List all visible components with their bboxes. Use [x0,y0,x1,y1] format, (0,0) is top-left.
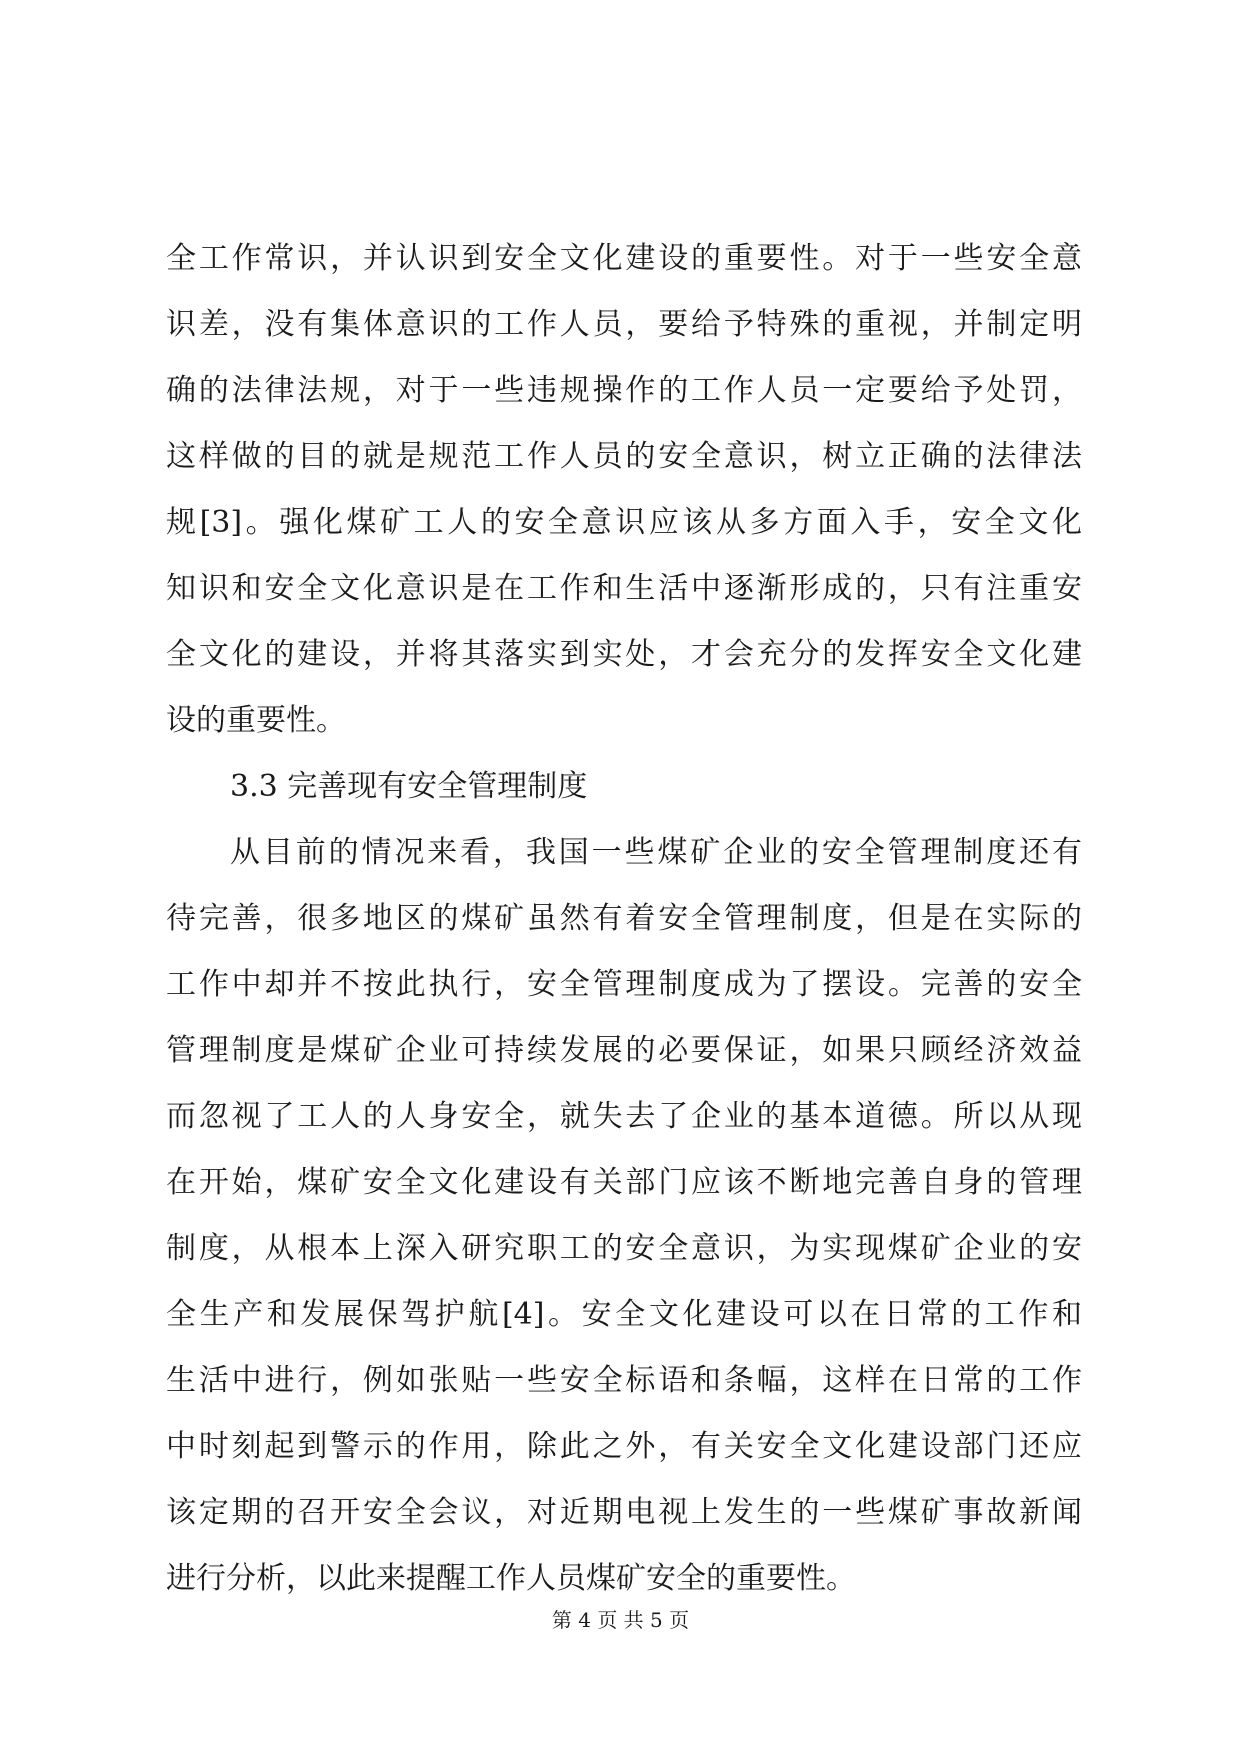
paragraph-line: 而忽视了工人的人身安全，就失去了企业的基本道德。所以从现 [166,1099,1082,1134]
paragraph-line: 规[3]。强化煤矿工人的安全意识应该从多方面入手，安全文化 [166,505,1082,540]
paragraph-line: 全工作常识，并认识到安全文化建设的重要性。对于一些安全意 [166,241,1082,276]
paragraph-line: 在开始，煤矿安全文化建设有关部门应该不断地完善自身的管理 [166,1165,1082,1200]
paragraph-line: 制度，从根本上深入研究职工的安全意识，为实现煤矿企业的安 [166,1231,1082,1266]
paragraph-line: 设的重要性。 [166,703,346,738]
paragraph-line: 确的法律法规，对于一些违规操作的工作人员一定要给予处罚， [166,373,1082,408]
paragraph-line: 管理制度是煤矿企业可持续发展的必要保证，如果只顾经济效益 [166,1033,1082,1068]
paragraph-line: 待完善，很多地区的煤矿虽然有着安全管理制度，但是在实际的 [166,901,1082,936]
section-heading: 3.3 完善现有安全管理制度 [230,769,588,804]
body-text [166,226,1082,1596]
paragraph-line: 工作中却并不按此执行，安全管理制度成为了摆设。完善的安全 [166,967,1082,1002]
paragraph-line: 生活中进行，例如张贴一些安全标语和条幅，这样在日常的工作 [166,1363,1082,1398]
paragraph-line: 全文化的建设，并将其落实到实处，才会充分的发挥安全文化建 [166,637,1082,672]
paragraph-line: 知识和安全文化意识是在工作和生活中逐渐形成的，只有注重安 [166,571,1082,606]
page-footer: 第 4 页 共 5 页 [551,1608,690,1632]
paragraph-line: 识差，没有集体意识的工作人员，要给予特殊的重视，并制定明 [166,307,1082,342]
paragraph-line: 全生产和发展保驾护航[4]。安全文化建设可以在日常的工作和 [166,1297,1082,1332]
paragraph-line: 进行分析，以此来提醒工作人员煤矿安全的重要性。 [166,1561,856,1596]
paragraph-line: 该定期的召开安全会议，对近期电视上发生的一些煤矿事故新闻 [166,1495,1082,1530]
paragraph-line: 中时刻起到警示的作用，除此之外，有关安全文化建设部门还应 [166,1429,1082,1464]
paragraph-line: 这样做的目的就是规范工作人员的安全意识，树立正确的法律法 [166,439,1082,474]
paragraph-line: 从目前的情况来看，我国一些煤矿企业的安全管理制度还有 [230,835,1082,870]
